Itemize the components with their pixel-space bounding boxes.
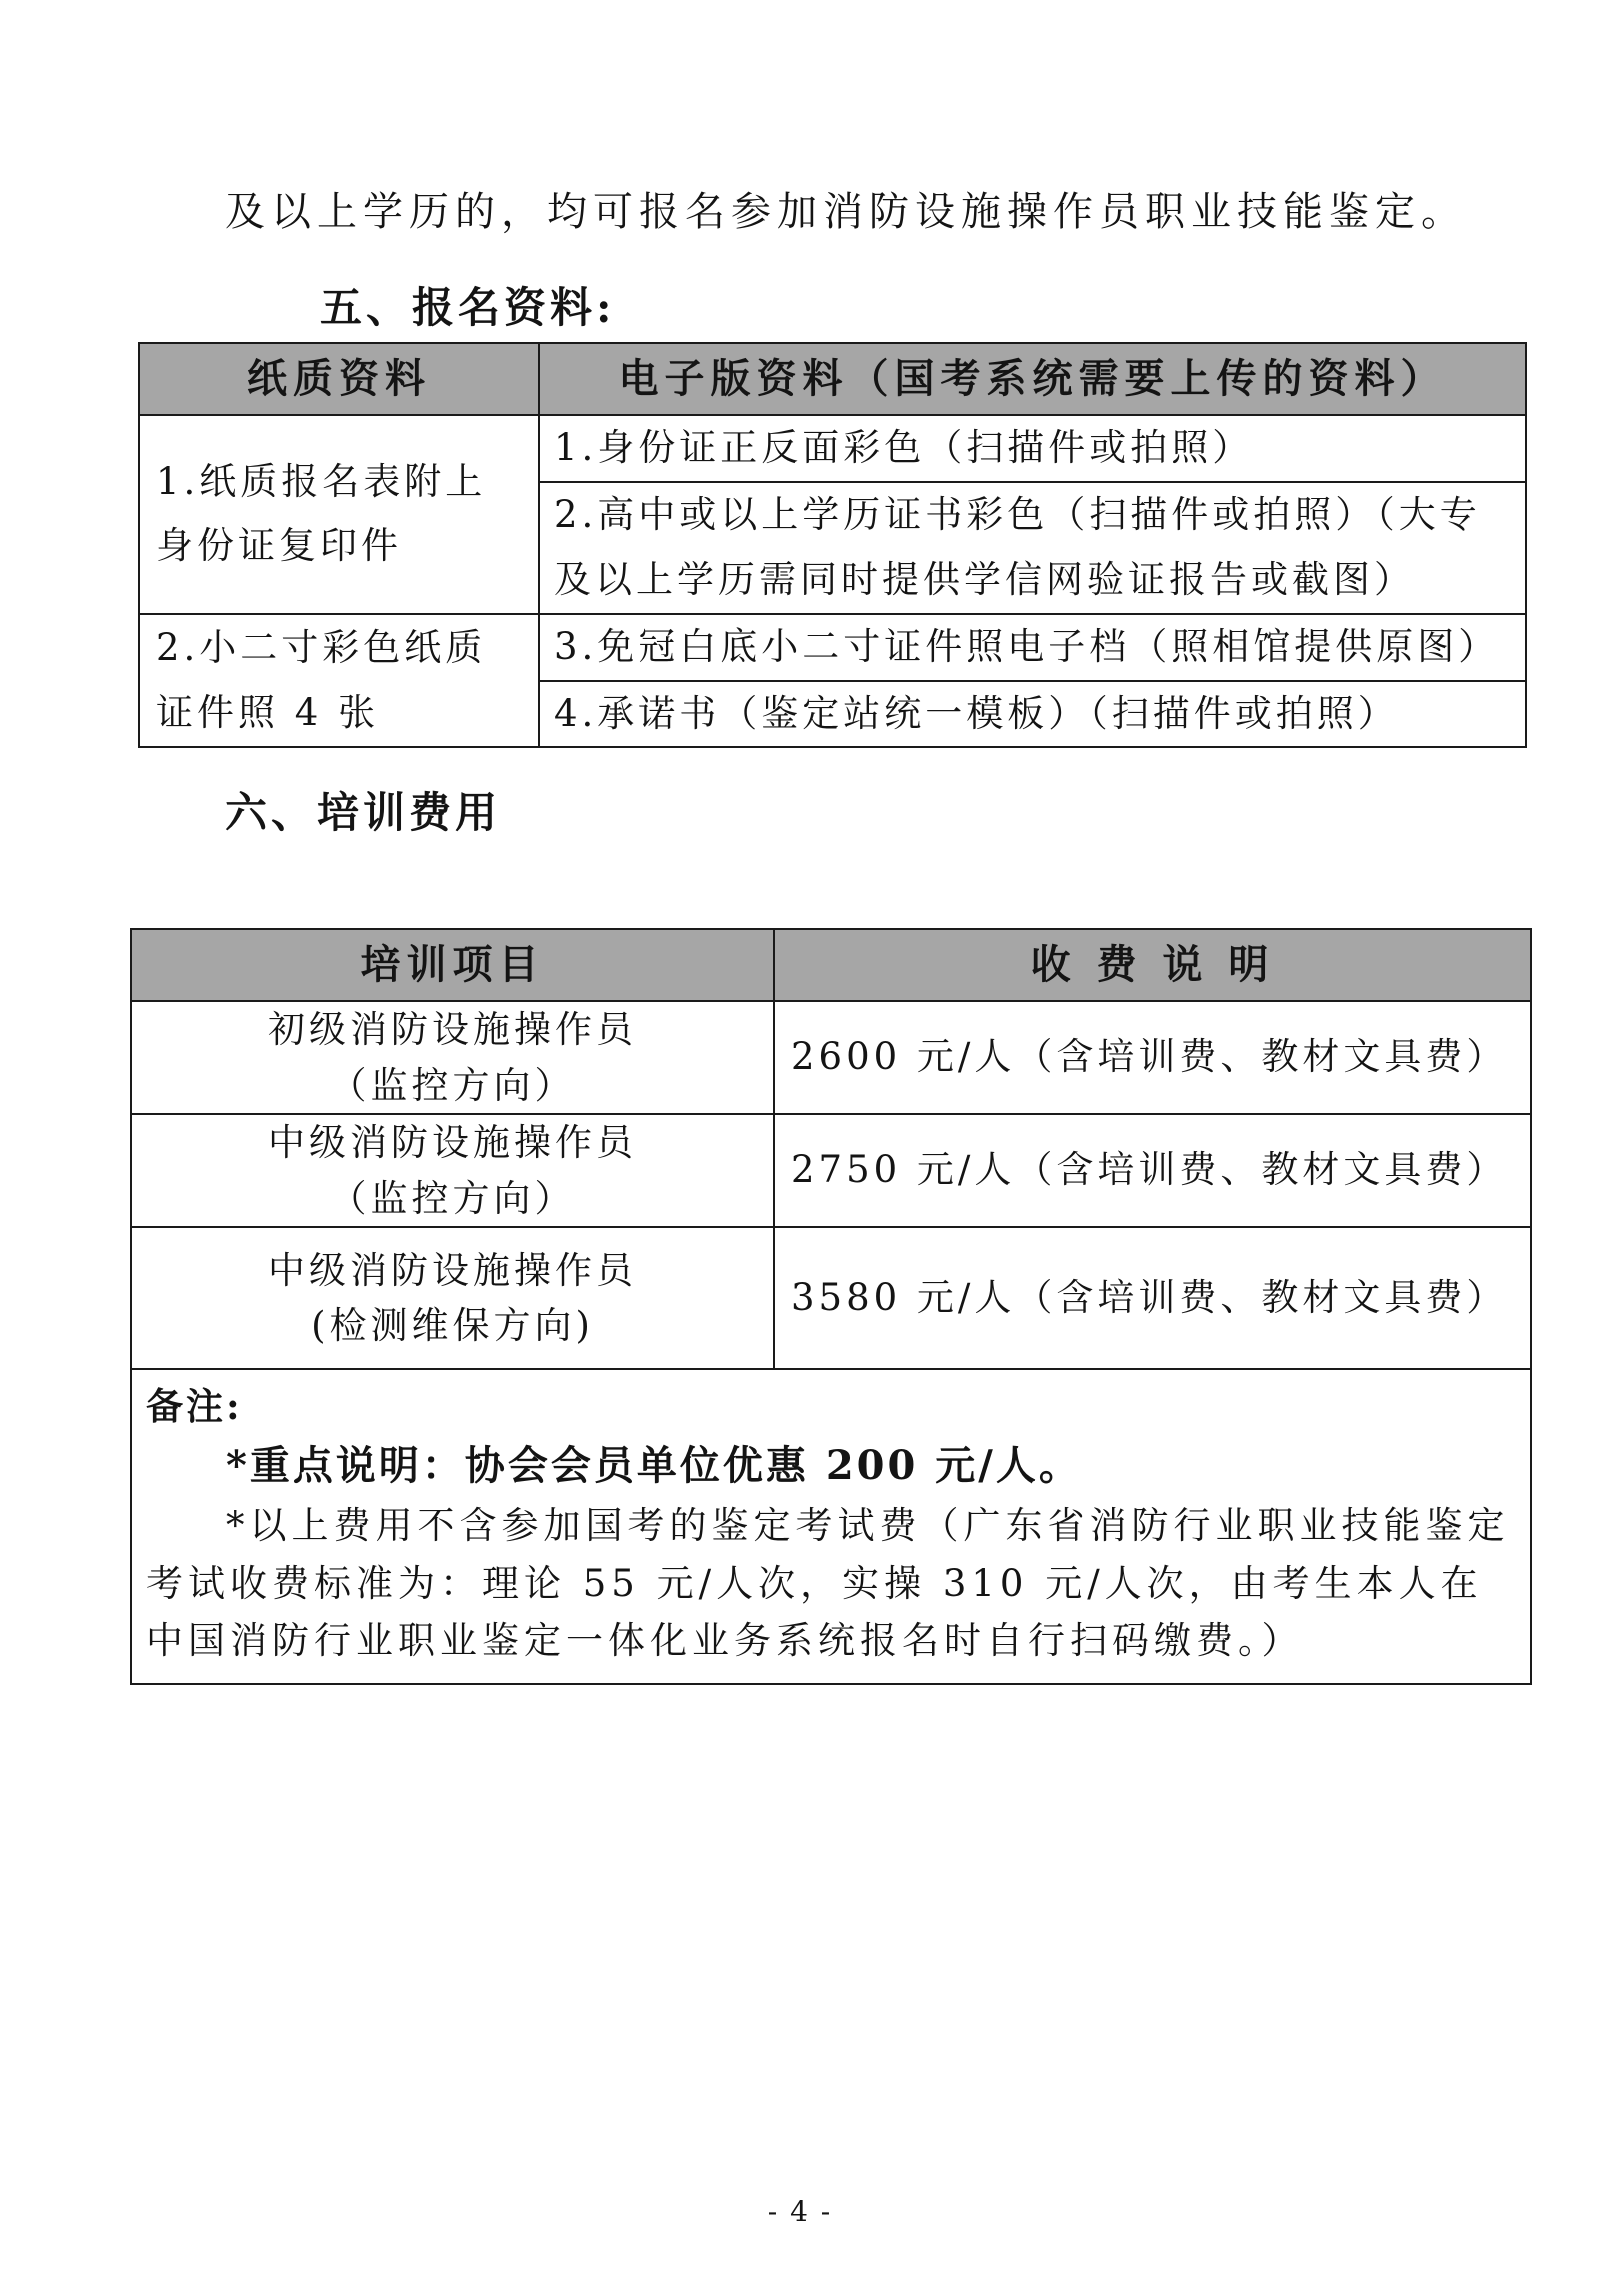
column-header-paper: 纸质资料	[139, 343, 539, 415]
remarks-row	[131, 1369, 1531, 1684]
training-item	[131, 1001, 774, 1114]
training-item-direction: （监控方向）	[329, 1176, 576, 1220]
remarks-key-point: *重点说明：协会会员单位优惠 200 元/人。	[226, 1442, 1082, 1490]
column-header-item: 培训项目	[131, 929, 774, 1001]
fee-description: 2600 元/人（含培训费、教材文具费）	[774, 1001, 1531, 1114]
table-row	[131, 1114, 1531, 1227]
fee-description: 3580 元/人（含培训费、教材文具费）	[774, 1227, 1531, 1369]
paper-item-2: 2.小二寸彩色纸质证件照 4 张	[139, 614, 539, 748]
electronic-item-4: 4.承诺书（鉴定站统一模板）（扫描件或拍照）	[539, 681, 1526, 748]
table-row	[139, 415, 1526, 482]
training-item-name: 中级消防设施操作员	[268, 1248, 637, 1292]
section-6-heading: 六、培训费用	[225, 788, 502, 837]
paper-item-1: 1.纸质报名表附上身份证复印件	[139, 415, 539, 614]
electronic-item-2: 2.高中或以上学历证书彩色（扫描件或拍照）（大专及以上学历需同时提供学信网验证报告或截图）	[539, 482, 1526, 614]
intro-text: 及以上学历的，均可报名参加消防设施操作员职业技能鉴定。	[225, 189, 1467, 235]
remarks-note: *以上费用不含参加国考的鉴定考试费（广东省消防行业职业技能鉴定考试收费标准为：理论 55 元/人次，实操 310 元/人次，由考生本人在中国消防行业职业鉴定一体化业务系统报名时自行扫码缴费。）	[146, 1504, 1510, 1663]
table-header-row	[131, 929, 1531, 1001]
training-item	[131, 1114, 774, 1227]
fee-description: 2750 元/人（含培训费、教材文具费）	[774, 1114, 1531, 1227]
training-item-name: 中级消防设施操作员	[268, 1121, 637, 1164]
registration-materials-table	[138, 342, 1527, 748]
table-row	[131, 1227, 1531, 1369]
training-fee-table	[130, 928, 1532, 1685]
column-header-fee: 收 费 说 明	[774, 929, 1531, 1001]
table-header-row	[139, 343, 1526, 415]
section-5-heading: 五、报名资料:	[320, 283, 616, 332]
electronic-item-1: 1.身份证正反面彩色（扫描件或拍照）	[539, 415, 1526, 482]
training-item-name: 初级消防设施操作员	[268, 1008, 637, 1051]
table-row	[131, 1001, 1531, 1114]
training-item-direction: （监控方向）	[329, 1063, 576, 1107]
remarks-cell	[131, 1369, 1531, 1684]
training-item	[131, 1227, 774, 1369]
electronic-item-3: 3.免冠白底小二寸证件照电子档（照相馆提供原图）	[539, 614, 1526, 681]
table-row	[139, 614, 1526, 681]
training-item-direction: (检测维保方向)	[311, 1304, 594, 1347]
page-number: - 4 -	[767, 2195, 833, 2228]
column-header-electronic: 电子版资料（国考系统需要上传的资料）	[539, 343, 1526, 415]
remarks-title: 备注:	[146, 1384, 243, 1428]
